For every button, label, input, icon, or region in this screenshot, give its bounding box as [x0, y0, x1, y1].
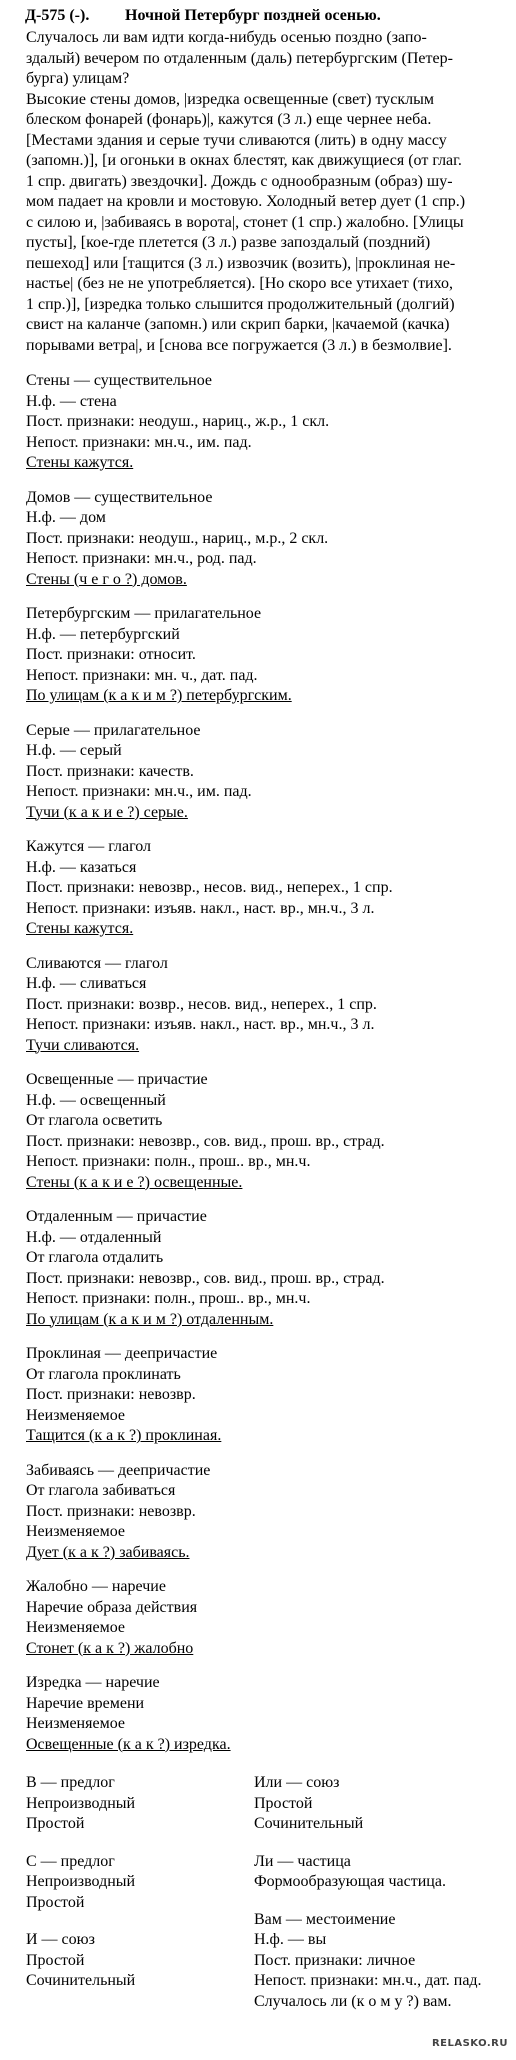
analysis-line: Простой	[26, 1951, 85, 1969]
analysis-line: Непост. признаки: полн., прош.. вр., мн.ч.	[26, 1153, 311, 1170]
analysis-line: Ли — частица	[254, 1852, 351, 1870]
word-analysis	[26, 837, 508, 940]
example-phrase: Тучи сливаются.	[26, 1036, 140, 1054]
exercise-number: Д-575 (-).	[25, 7, 90, 24]
text-line: бурга) улицам?	[26, 70, 130, 87]
text-line: порывами ветра|, и [снова все погружается (3 л.) в безмолвие].	[26, 336, 452, 354]
analysis-line: Домов — существительное	[26, 488, 213, 506]
word-analysis	[26, 1930, 254, 1992]
analysis-line: Серые — прилагательное	[26, 721, 201, 739]
analysis-line: Пост. признаки: невозвр.	[26, 1502, 196, 1520]
analysis-line: Пост. признаки: личное	[254, 1951, 416, 1969]
analysis-line: В — предлог	[26, 1774, 115, 1791]
example-phrase: Стены кажутся.	[26, 920, 134, 937]
word-analysis	[254, 1773, 482, 1835]
analysis-line: От глагола осветить	[26, 1112, 163, 1129]
analysis-line: Неизменяемое	[26, 1406, 125, 1424]
analysis-line: Непост. признаки: мн.ч., дат. пад.	[254, 1972, 482, 1989]
text-line: Высокие стены домов, |изредка освещенные (свет) тусклым	[26, 90, 435, 108]
analysis-line: Непроизводный	[26, 1873, 136, 1890]
analysis-line: Пост. признаки: невозвр.	[26, 1386, 196, 1403]
short-analyses	[26, 1773, 508, 2029]
analysis-line: Непроизводный	[26, 1794, 136, 1812]
right-column	[254, 1773, 482, 2029]
word-analysis	[26, 1070, 508, 1193]
analysis-line: Пост. признаки: относит.	[26, 646, 196, 663]
analysis-line: Случалось ли (к о м у ?) вам.	[254, 1992, 452, 2010]
word-analysis	[26, 954, 508, 1057]
analysis-line: Сливаются — глагол	[26, 954, 168, 972]
analysis-line: Забиваясь — деепричастие	[26, 1461, 211, 1479]
analysis-line: Пост. признаки: возвр., несов. вид., неперех., 1 спр.	[26, 995, 377, 1013]
analysis-line: Вам — местоимение	[254, 1910, 396, 1928]
analysis-line: Или — союз	[254, 1774, 340, 1791]
analysis-line: Отдаленным — причастие	[26, 1208, 207, 1225]
analysis-line: Пост. признаки: невозвр., несов. вид., неперех., 1 спр.	[26, 879, 393, 896]
analysis-line: От глагола проклинать	[26, 1365, 181, 1383]
analysis-line: Жалобно — наречие	[26, 1578, 166, 1595]
word-analysis	[254, 1910, 482, 2013]
analysis-line: Н.ф. — отдаленный	[26, 1228, 162, 1246]
example-phrase: По улицам (к а к и м ?) отдаленным.	[26, 1310, 274, 1328]
example-phrase: Стены кажутся.	[26, 454, 134, 471]
analysis-line: Непост. признаки: полн., прош.. вр., мн.ч.	[26, 1290, 311, 1307]
analysis-line: Неизменяемое	[26, 1619, 125, 1636]
example-phrase: Тащится (к а к ?) проклиная.	[26, 1427, 222, 1444]
analysis-line: Неизменяемое	[26, 1523, 125, 1540]
example-phrase: Стонет (к а к ?) жалобно	[26, 1639, 194, 1657]
word-analysis	[26, 488, 508, 591]
text-line: 1 спр.)], [изредка только слышится продолжительный (долгий)	[26, 295, 455, 313]
analysis-line: Стены — существительное	[26, 372, 213, 389]
analysis-line: Петербургским — прилагательное	[26, 605, 262, 622]
exercise-title: Ночной Петербург поздней осенью.	[125, 7, 381, 24]
example-phrase: Стены (ч е г о ?) домов.	[26, 570, 187, 588]
analysis-line: От глагола отдалить	[26, 1249, 164, 1266]
analysis-line: Непост. признаки: мн.ч., им. пад.	[26, 783, 252, 800]
example-phrase: Стены (к а к и е ?) освещенные.	[26, 1173, 243, 1191]
analysis-line: Н.ф. — стена	[26, 392, 117, 410]
analysis-line: Наречие образа действия	[26, 1598, 198, 1616]
analysis-line: Пост. признаки: невозвр., сов. вид., прош. вр., страд.	[26, 1269, 385, 1287]
word-analysis	[26, 1773, 254, 1835]
word-analysis	[26, 721, 508, 824]
example-phrase: Дует (к а к ?) забиваясь.	[26, 1543, 190, 1561]
site-watermark: RELASKO.RU	[431, 2037, 508, 2049]
analysis-line: Непост. признаки: изъяв. накл., наст. вр., мн.ч., 3 л.	[26, 1016, 375, 1033]
analysis-line: Неизменяемое	[26, 1715, 125, 1732]
analysis-list	[26, 371, 508, 1755]
analysis-line: Н.ф. — петербургский	[26, 625, 180, 643]
text-line: мом падает на кровли и мостовую. Холодный ветер дует (1 спр.)	[26, 193, 466, 210]
analysis-line: С — предлог	[26, 1852, 115, 1870]
word-analysis	[26, 1344, 508, 1447]
analysis-line: Н.ф. — вы	[254, 1931, 327, 1948]
example-phrase: Тучи (к а к и е ?) серые.	[26, 803, 188, 821]
text-line: (запомн.)], [и огоньки в окнах блестят, как движущиеся (от глаг.	[26, 152, 462, 169]
analysis-line: Сочинительный	[26, 1972, 136, 1989]
analysis-line: Непост. признаки: изъяв. накл., наст. вр., мн.ч., 3 л.	[26, 899, 375, 917]
analysis-line: Пост. признаки: невозвр., сов. вид., прош. вр., страд.	[26, 1132, 385, 1150]
exercise-header	[25, 6, 508, 28]
analysis-line: Непост. признаки: мн.ч., им. пад.	[26, 433, 252, 451]
word-analysis	[26, 371, 508, 474]
analysis-line: Простой	[26, 1815, 85, 1832]
analysis-line: Пост. признаки: качеств.	[26, 762, 194, 780]
analysis-line: Н.ф. — освещенный	[26, 1091, 166, 1109]
analysis-line: Н.ф. — сливаться	[26, 975, 147, 992]
text-line: 1 спр. двигать) звездочки]. Дождь с однообразным (образ) шу-	[26, 172, 453, 190]
word-analysis	[26, 604, 508, 707]
text-line: настье| (без не не употребляется). [Но скоро все утихает (тихо,	[26, 275, 453, 292]
analysis-line: Наречие времени	[26, 1694, 145, 1712]
example-phrase: По улицам (к а к и м ?) петербургским.	[26, 687, 292, 704]
analysis-line: Сочинительный	[254, 1815, 364, 1832]
text-line: пешеход] или [тащится (3 л.) извозчик (возить), |проклиная не-	[26, 254, 456, 272]
analysis-line: Проклиная — деепричастие	[26, 1345, 218, 1362]
analysis-line: И — союз	[26, 1931, 95, 1948]
analysis-line: Кажутся — глагол	[26, 838, 152, 855]
analysis-line: Н.ф. — казаться	[26, 858, 137, 876]
analysis-line: Пост. признаки: неодуш., нариц., м.р., 2 скл.	[26, 529, 329, 547]
exercise-text	[26, 28, 508, 356]
analysis-line: Простой	[254, 1794, 313, 1812]
word-analysis	[26, 1577, 508, 1659]
word-analysis	[26, 1673, 508, 1755]
text-line: свист на каланче (запомн.) или скрип барки, |качаемой (качка)	[26, 316, 450, 333]
text-line: [Местами здания и серые тучи сливаются (лить) в одну массу	[26, 131, 447, 149]
text-line: здалый) вечером по отдаленным (даль) петербургским (Петер-	[26, 49, 453, 67]
left-column	[26, 1773, 254, 2029]
analysis-line: Непост. признаки: мн. ч., дат. пад.	[26, 666, 258, 684]
analysis-line: Формообразующая частица.	[254, 1873, 446, 1890]
analysis-line: Непост. признаки: мн.ч., род. пад.	[26, 550, 257, 567]
example-phrase: Освещенные (к а к ?) изредка.	[26, 1735, 231, 1753]
analysis-line: От глагола забиваться	[26, 1482, 176, 1499]
word-analysis	[254, 1852, 482, 1893]
analysis-line: Изредка — наречие	[26, 1674, 160, 1691]
analysis-line: Н.ф. — дом	[26, 509, 106, 526]
word-analysis	[26, 1207, 508, 1330]
text-line: пусты], [кое-где плетется (3 л.) разве запоздалый (поздний)	[26, 234, 431, 251]
text-line: блеском фонарей (фонарь)|, кажутся (3 л.) еще чернее неба.	[26, 111, 432, 128]
analysis-line: Н.ф. — серый	[26, 742, 122, 759]
word-analysis	[26, 1852, 254, 1914]
analysis-line: Пост. признаки: неодуш., нариц., ж.р., 1 скл.	[26, 413, 330, 430]
word-analysis	[26, 1461, 508, 1564]
analysis-line: Освещенные — причастие	[26, 1071, 208, 1088]
analysis-line: Простой	[26, 1893, 85, 1911]
text-line: Случалось ли вам идти когда-нибудь осенью поздно (запо-	[26, 29, 427, 46]
text-line: с силою и, |забиваясь в ворота|, стонет (1 спр.) жалобно. [Улицы	[26, 213, 464, 231]
